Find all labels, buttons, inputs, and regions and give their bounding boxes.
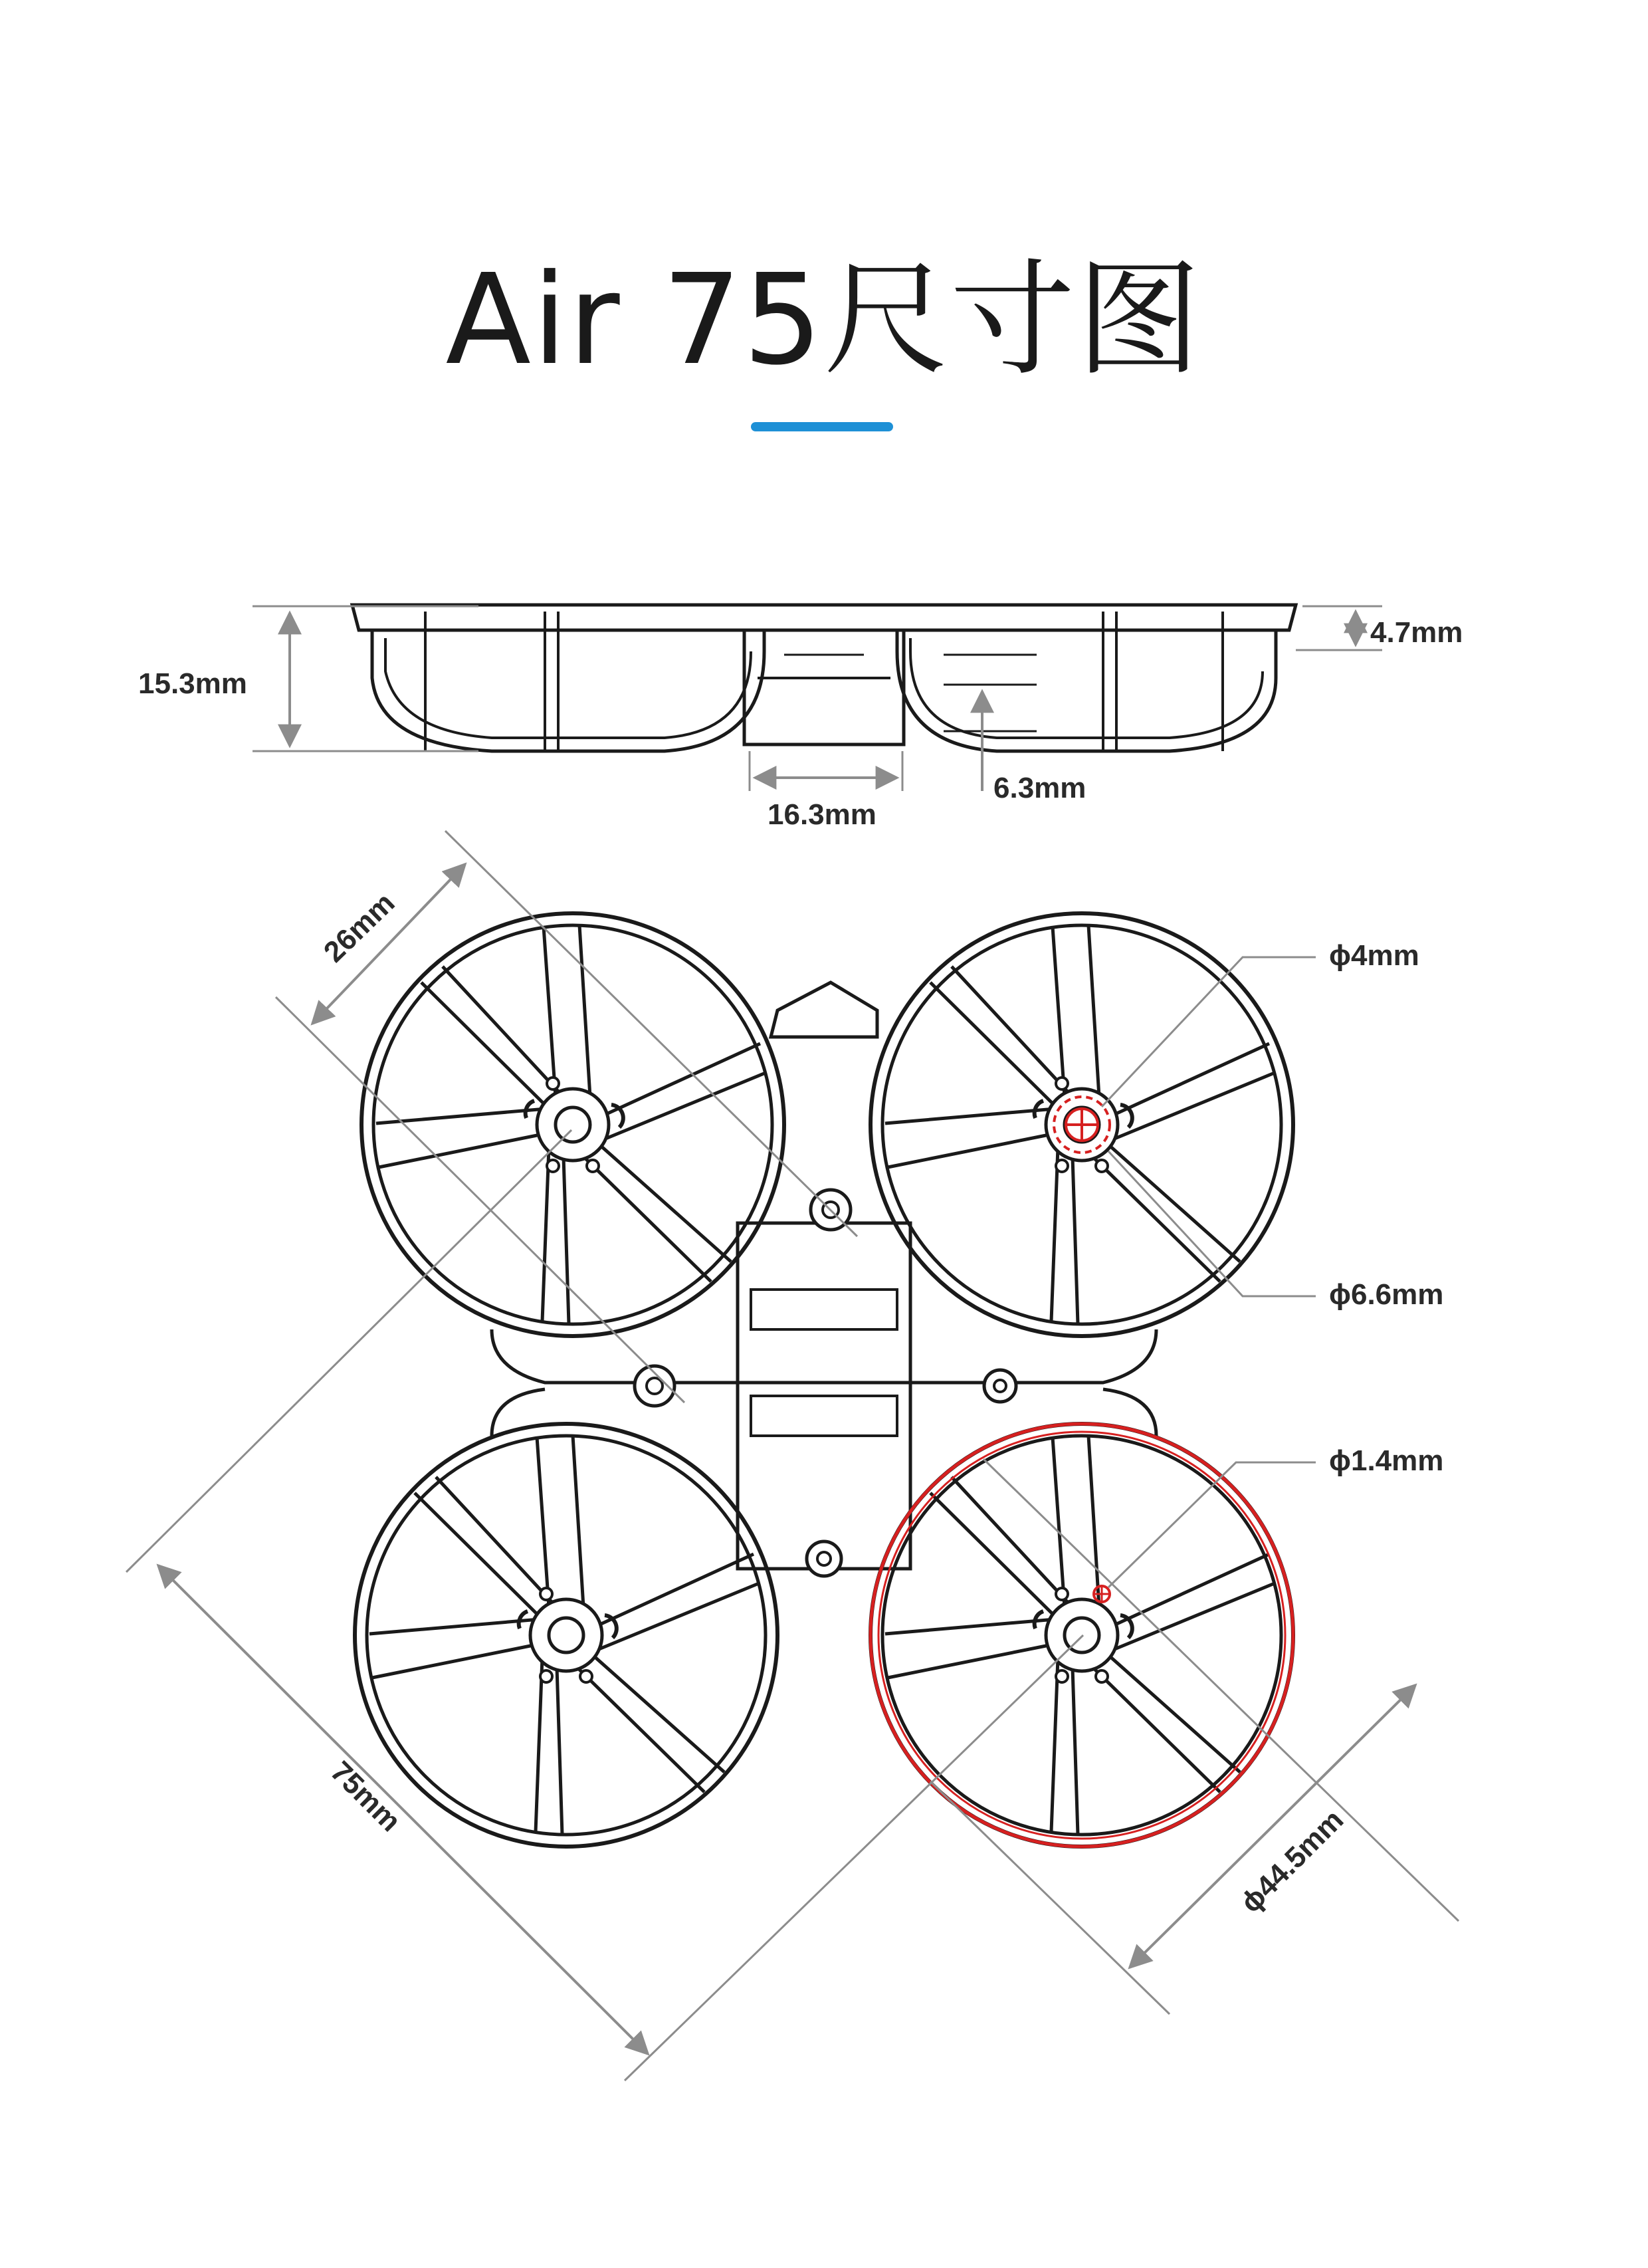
top-view	[126, 831, 1459, 2081]
side-view	[138, 605, 1463, 831]
guard-bottom-left	[355, 1424, 777, 1847]
screw-hole-label: ϕ1.4mm	[1329, 1444, 1444, 1477]
motor-center-hole-label: ϕ4mm	[1329, 939, 1419, 972]
side-lip-label: 4.7mm	[1370, 616, 1463, 649]
motor-diagonal-label: 75mm	[324, 1755, 407, 1839]
side-bay-depth-label: 6.3mm	[993, 772, 1086, 804]
guard-gap-label: 26mm	[317, 886, 401, 969]
side-height-label: 15.3mm	[138, 667, 247, 700]
side-bay-width-label: 16.3mm	[768, 798, 876, 831]
guard-top-left	[361, 913, 784, 1336]
guard-diameter-label: ϕ44.5mm	[1234, 1803, 1350, 1920]
page-title: Air 75尺寸图	[445, 247, 1203, 393]
motor-boss-label: ϕ6.6mm	[1329, 1278, 1444, 1311]
